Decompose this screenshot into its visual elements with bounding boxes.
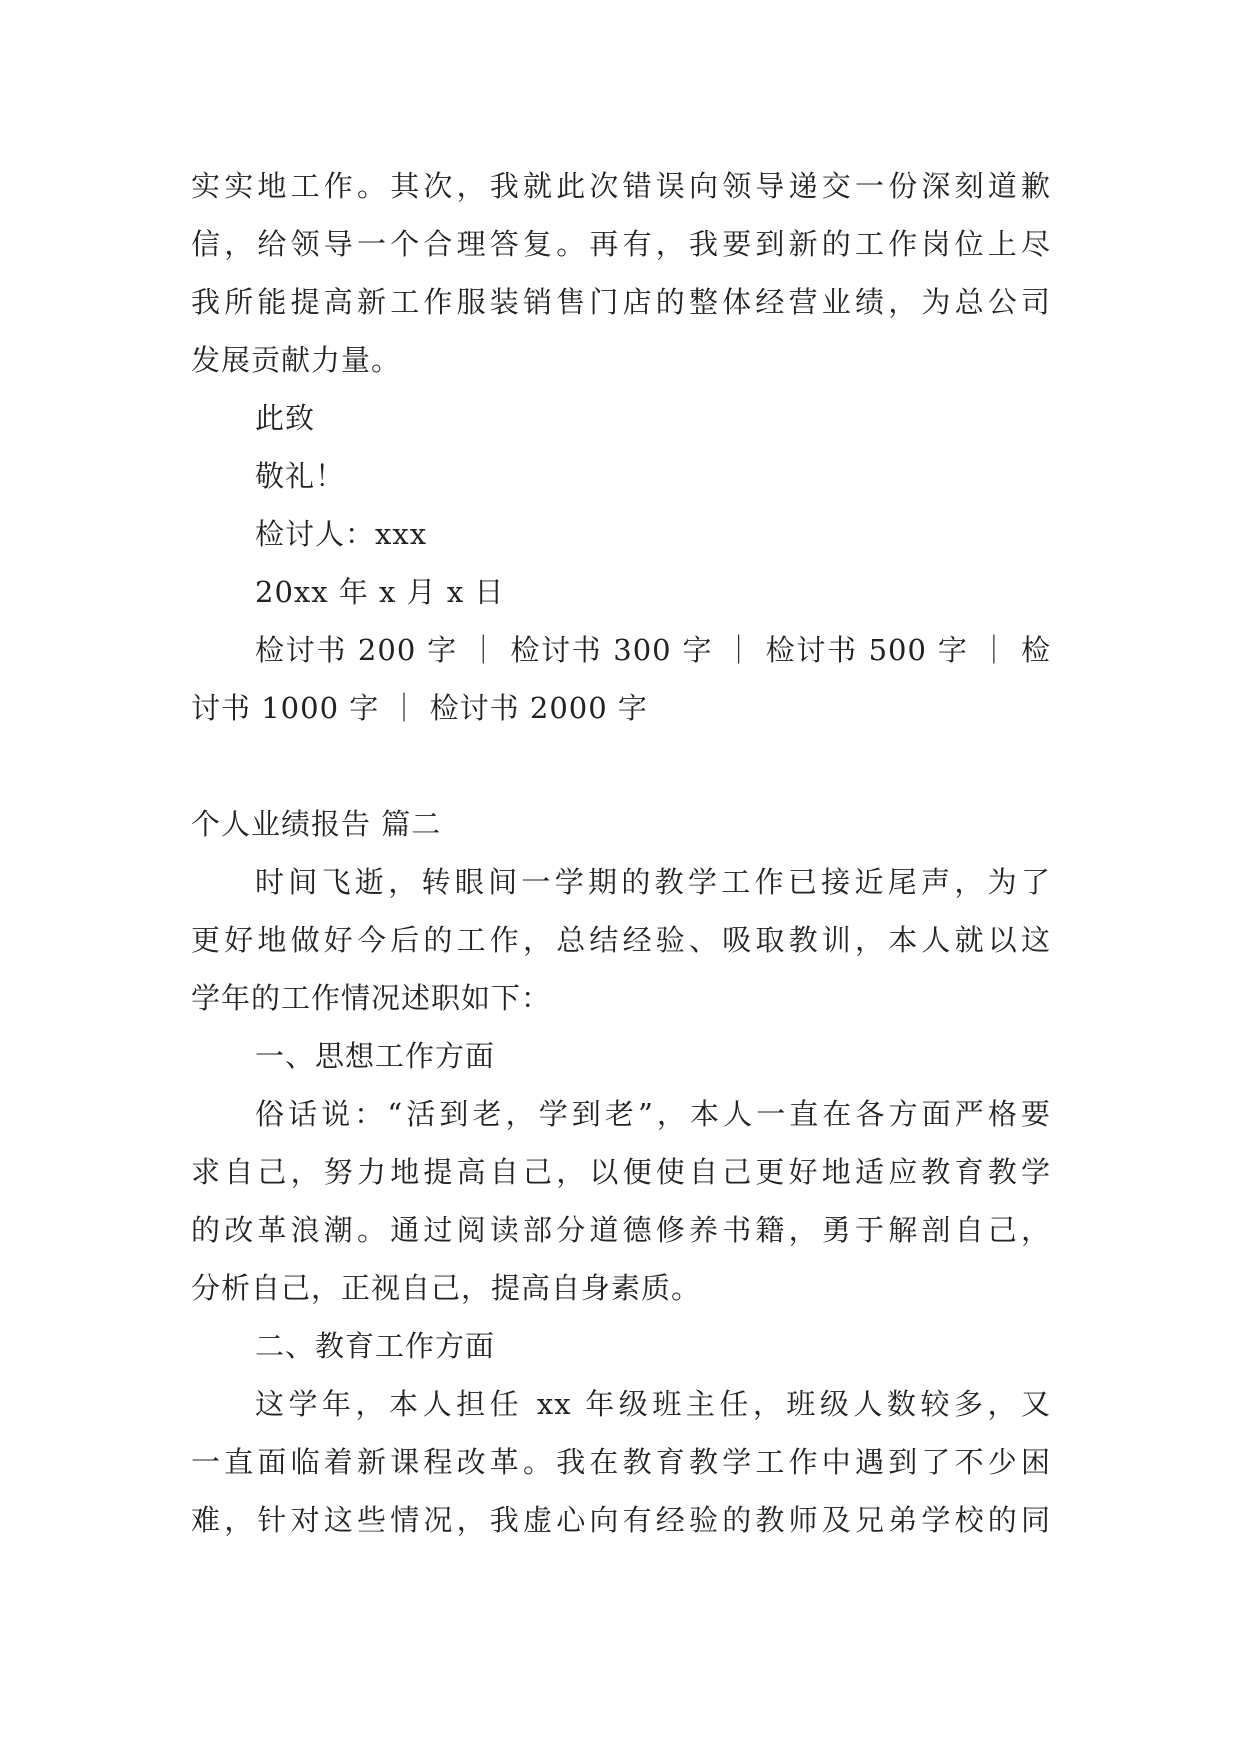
- paragraph-line: 俗话说：“活到老，学到老”，本人一直在各方面严格要: [255, 1097, 1051, 1131]
- paragraph-line: 信，给领导一个合理答复。再有，我要到新的工作岗位上尽: [191, 227, 1051, 261]
- paragraph-line: 分析自己，正视自己，提高自身素质。: [191, 1271, 702, 1305]
- subheading: 二、教育工作方面: [255, 1329, 496, 1363]
- section-heading: 个人业绩报告 篇二: [191, 807, 442, 841]
- paragraph-line: 学年的工作情况述职如下：: [191, 981, 552, 1015]
- signer: 检讨人：xxx: [255, 517, 428, 551]
- paragraph-line: 发展贡献力量。: [191, 343, 402, 377]
- related-links-line: 讨书 1000 字 ｜ 检讨书 2000 字: [191, 691, 648, 725]
- section-gap: [191, 737, 1051, 795]
- paragraph-line: 我所能提高新工作服装销售门店的整体经营业绩，为总公司: [191, 285, 1051, 319]
- paragraph-line: 时间飞逝，转眼间一学期的教学工作已接近尾声，为了: [255, 865, 1051, 899]
- related-links-line: 检讨书 200 字 ｜ 检讨书 300 字 ｜ 检讨书 500 字 ｜ 检: [255, 633, 1051, 667]
- paragraph-line: 这学年，本人担任 xx 年级班主任，班级人数较多，又: [255, 1387, 1051, 1421]
- subheading: 一、思想工作方面: [255, 1039, 496, 1073]
- closing-salutation: 此致: [255, 401, 316, 435]
- paragraph-line: 更好地做好今后的工作，总结经验、吸取教训，本人就以这: [191, 923, 1051, 957]
- closing-regards: 敬礼！: [255, 459, 346, 493]
- paragraph-line: 实实地工作。其次，我就此次错误向领导递交一份深刻道歉: [191, 169, 1051, 203]
- date: 20xx 年 x 月 x 日: [255, 575, 505, 609]
- paragraph-line: 求自己，努力地提高自己，以便使自己更好地适应教育教学: [191, 1155, 1051, 1189]
- paragraph-line: 一直面临着新课程改革。我在教育教学工作中遇到了不少困: [191, 1445, 1051, 1479]
- paragraph-line: 的改革浪潮。通过阅读部分道德修养书籍，勇于解剖自己，: [191, 1213, 1051, 1247]
- paragraph-line: 难，针对这些情况，我虚心向有经验的教师及兄弟学校的同: [191, 1503, 1051, 1537]
- document-body: [191, 157, 1051, 1549]
